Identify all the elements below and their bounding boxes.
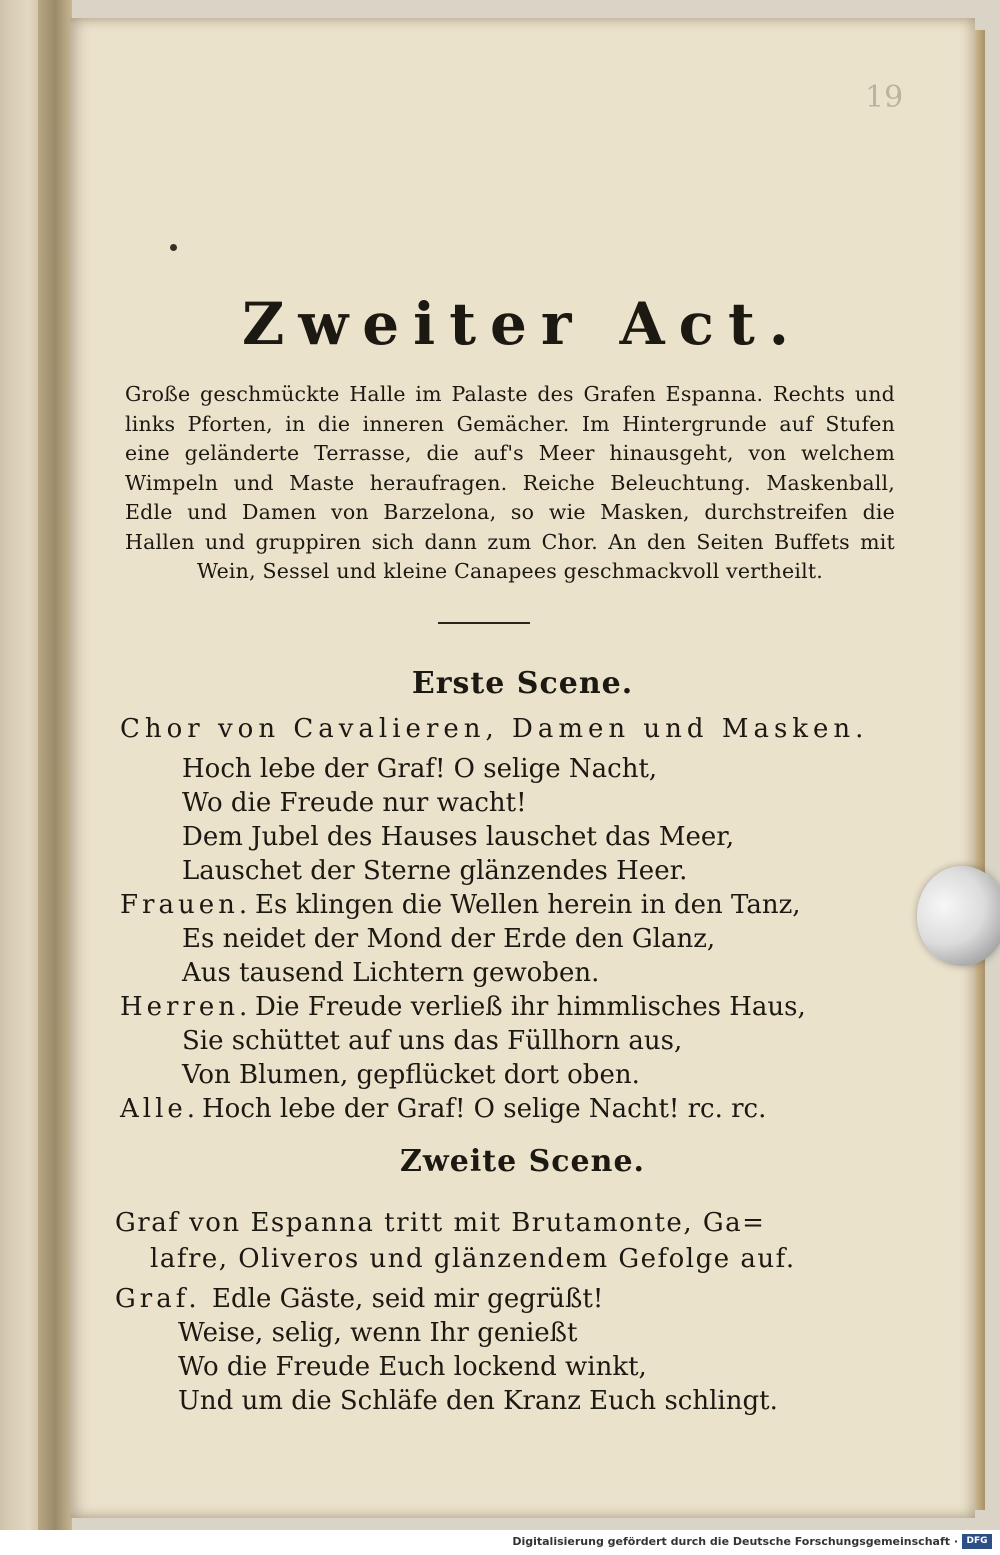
verse-line: Es klingen die Wellen herein in den Tanz, [255,890,801,920]
verse-line: Die Freude verließ ihr himmlisches Haus, [255,992,806,1022]
scene-1-title: Erste Scene. [411,666,634,701]
verse-line: Dem Jubel des Hauses lauschet das Meer, [182,822,735,852]
right-page-edge [975,30,985,1510]
footer-credit: Digitalisierung gefördert durch die Deutsche Forschungsgemeinschaft · [512,1535,958,1548]
scene-2-title: Zweite Scene. [400,1144,645,1179]
act-title: Zweiter Act. [242,290,803,358]
verse-line: Hoch lebe der Graf! O selige Nacht, [182,754,658,784]
page-content [70,18,975,1518]
dfg-logo: DFG [962,1534,992,1549]
speaker-graf: Graf. [115,1284,201,1314]
ink-blot [170,244,177,251]
page-number: 19 [865,80,904,115]
footer-bar [0,1530,1000,1555]
verse-line: Weise, selig, wenn Ihr genießt [178,1318,578,1348]
speaker-frauen: Frauen. [120,890,252,920]
stage-direction: Große geschmückte Halle im Palaste des Grafen Espanna. Rechts und links Pforten, in die inneren Gemächer. Im Hintergrunde auf Stufen eine geländerte Terrasse, die auf's Meer hinausgeht, von welchem Wimpeln und Maste heraufragen. Reiche Beleuchtung. Maskenball, Edle und Damen von Barzelona, so wie Masken, durchstreifen die Hallen und gruppiren sich dann zum Chor. An den Seiten Buffets mit Wein, Sessel und kleine Canapees geschmackvoll vertheilt. [125,382,895,583]
verse-line: Wo die Freude Euch lockend winkt, [178,1352,647,1382]
verse-line: Sie schüttet auf uns das Füllhorn aus, [182,1026,683,1056]
verse-line: Und um die Schläfe den Kranz Euch schlingt. [178,1386,778,1416]
scene-2-direction: lafre, Oliveros und glänzendem Gefolge auf. [150,1244,796,1274]
verse-line: Lauschet der Sterne glänzendes Heer. [182,856,688,886]
book-clamp-ring [917,866,1000,966]
speaker-herren: Herren. [120,992,252,1022]
verse-line: Aus tausend Lichtern gewoben. [182,958,600,988]
verse-line: Wo die Freude nur wacht! [182,788,527,818]
scene-2-direction: Graf von Espanna tritt mit Brutamonte, Ga= [115,1208,766,1238]
verse-line: Von Blumen, gepflücket dort oben. [182,1060,640,1090]
section-divider [438,622,530,624]
verse-line: Edle Gäste, seid mir gegrüßt! [212,1284,604,1314]
verse-line: Es neidet der Mond der Erde den Glanz, [182,924,716,954]
book-gutter [38,0,72,1530]
verse-line: Hoch lebe der Graf! O selige Nacht! rc. rc. [202,1094,767,1124]
speaker-alle: Alle. [120,1094,200,1124]
chorus-speaker: Chor von Cavalieren, Damen und Masken. [120,714,869,744]
book-page [70,18,975,1518]
